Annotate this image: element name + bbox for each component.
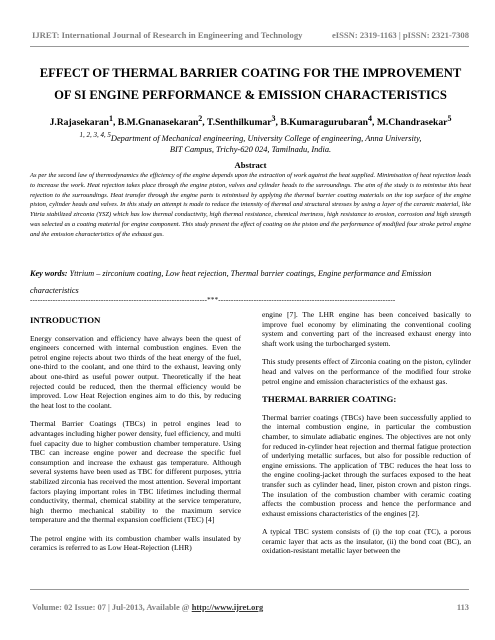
paragraph: Thermal Barrier Coatings (TBCs) in petrol engines lead to advantages including higher power density, fuel efficiency, and multi fuel capacity due to higher combustion chamber temperature. Using TBC can increase engine power and decrease the specific fuel consumption and increase the exhaust gas temperature. Although several systems have been used as TBC for different purposes, yttria stabilized zirconia has received the most attention. Several important factors playing important roles in TBC lifetimes including thermal conductivity, thermal, chemical stability at the service temperature, high thermo mechanical stability to the maximum service temperature and the thermal expansion coefficient (TEC) [4]: [30, 419, 241, 525]
section-separator: ----------------------------------------------------------------------***----------------------------------------------------------------------: [30, 296, 396, 304]
footer-rule: [30, 589, 469, 590]
author: M.Chandrasekar$^5$: [376, 114, 452, 129]
author: J.Rajasekaran$^1$: [49, 114, 113, 129]
journal-name: IJRET: International Journal of Research in Engineering and Technology: [32, 30, 303, 40]
page-number: 113: [456, 603, 469, 612]
footer-volume: Volume: 02 Issue: 07 | Jul-2013, Available @ http://www.ijret.org: [32, 603, 264, 612]
tbc-heading: THERMAL BARRIER COATING:: [262, 394, 397, 405]
running-footer: [32, 603, 469, 612]
abstract-heading: Abstract: [234, 160, 267, 170]
paragraph: The petrol engine with its combustion chamber walls insulated by ceramics is referred to as Low Heat-Rejection (LHR): [30, 533, 241, 553]
affiliation-line-2: BIT Campus, Trichy-620 024, Tamilnadu, India.: [169, 144, 332, 154]
paragraph: Energy conservation and efficiency have always been the quest of engineers concerned with internal combustion engines. Even the petrol engine rejects about two thirds of the heat energy of the fuel, one-third to the coolant, and one third to the exhaust, leaving only about one-third as useful power output. Theoretically if the heat rejected could be reduced, then the thermal efficiency would be improved. Low Heat Rejection engines aim to do this, by reducing the heat lost to the coolant.: [30, 333, 241, 410]
left-column: [30, 310, 241, 562]
abstract-text: As per the second law of thermodynamics the efficiency of the engine depends upon the extraction of work against the heat supplied. Minimisation of heat rejection leads to increase the work. Heat rejection takes place through the engine piston, valves and cylinder heads to the surroundings. The aim of the study is to minimise this heat rejection to the surroundings. Heat transfer through the engine parts is minimised by applying the thermal barrier coating materials on the top surface of the engine piston, cylinder heads and valves. In this study an attempt is made to reduce the intensity of thermal and structural stresses by using a layer of the ceramic material, like Yttria stabilized zirconia (YSZ) which has low thermal conductivity, high thermal resistance, chemical inertness, high resistance to erosion, corrosion and high strength was selected as a coating material for engine component. This study present the effect of coating on the piston and the performance of modified four stroke petrol engine and the emission characteristics of the exhaust gas.: [30, 172, 471, 238]
title-line-1: EFFECT OF THERMAL BARRIER COATING FOR THE IMPROVEMENT: [39, 66, 462, 80]
title-line-2: OF SI ENGINE PERFORMANCE & EMISSION CHARACTERISTICS: [54, 88, 447, 102]
keywords: [30, 265, 471, 299]
journal-link[interactable]: http://www.ijret.org: [191, 603, 264, 612]
author: T.Senthilkumar$^3$: [206, 114, 276, 129]
paragraph: A typical TBC system consists of (i) the top coat (TC), a porous ceramic layer that acts as the insulator, (ii) the bond coat (BC), an oxidation-resistant metallic layer between the: [262, 527, 471, 556]
author: B.M.Gnanasekaran$^2$: [117, 114, 203, 129]
affiliation-sup: 1, 2, 3, 4, 5: [79, 131, 111, 139]
introduction-heading: INTRODUCTION: [30, 315, 101, 325]
affiliation: [30, 130, 471, 155]
author-list: J.Rajasekaran$^1$, B.M.Gnanasekaran$^2$, T.Senthilkumar$^3$, B.Kumaragurubaran$^4$, M.Chandrasekar$^5$: [49, 114, 452, 129]
keywords-text: Yttrium – zirconium coating, Low heat rejection, Thermal barrier coatings, Engine performance and Emission characteristics: [30, 269, 432, 295]
paragraph: Thermal barrier coatings (TBCs) have been successfully applied to the internal combustion engine, in particular the combustion chamber, to simulate adiabatic engines. The objectives are not only for reduced in-cylinder heat rejection and thermal fatigue protection of underlying metallic surfaces, but also for possible reduction of engine emissions. The application of TBC reduces the heat loss to the engine cooling-jacket through the surfaces exposed to the heat transfer such as cylinder head, liner, piston crown and piston rings. The insulation of the combustion chamber with ceramic coating affects the combustion process and hence the performance and exhaust emissions characteristics of the engines [2].: [262, 412, 471, 518]
paper-title: [30, 62, 471, 106]
right-column: [262, 310, 471, 565]
author: B.Kumaragurubaran$^4$: [280, 114, 373, 129]
keywords-label: Key words:: [30, 269, 68, 278]
header-rule: [30, 46, 469, 47]
affiliation-line-1: Department of Mechanical engineering, University College of engineering, Anna University,: [110, 133, 422, 143]
running-header: [32, 30, 469, 40]
issn: eISSN: 2319-1163 | pISSN: 2321-7308: [331, 30, 469, 40]
paragraph: engine [7]. The LHR engine has been conceived basically to improve fuel economy by eliminating the conventional cooling system and converting part of the increased exhaust energy into shaft work using the turbocharged system.: [262, 310, 471, 348]
paragraph: This study presents effect of Zirconia coating on the piston, cylinder head and valves on the performance of the modified four stroke petrol engine and emission characteristics of the exhaust gas.: [262, 357, 471, 386]
